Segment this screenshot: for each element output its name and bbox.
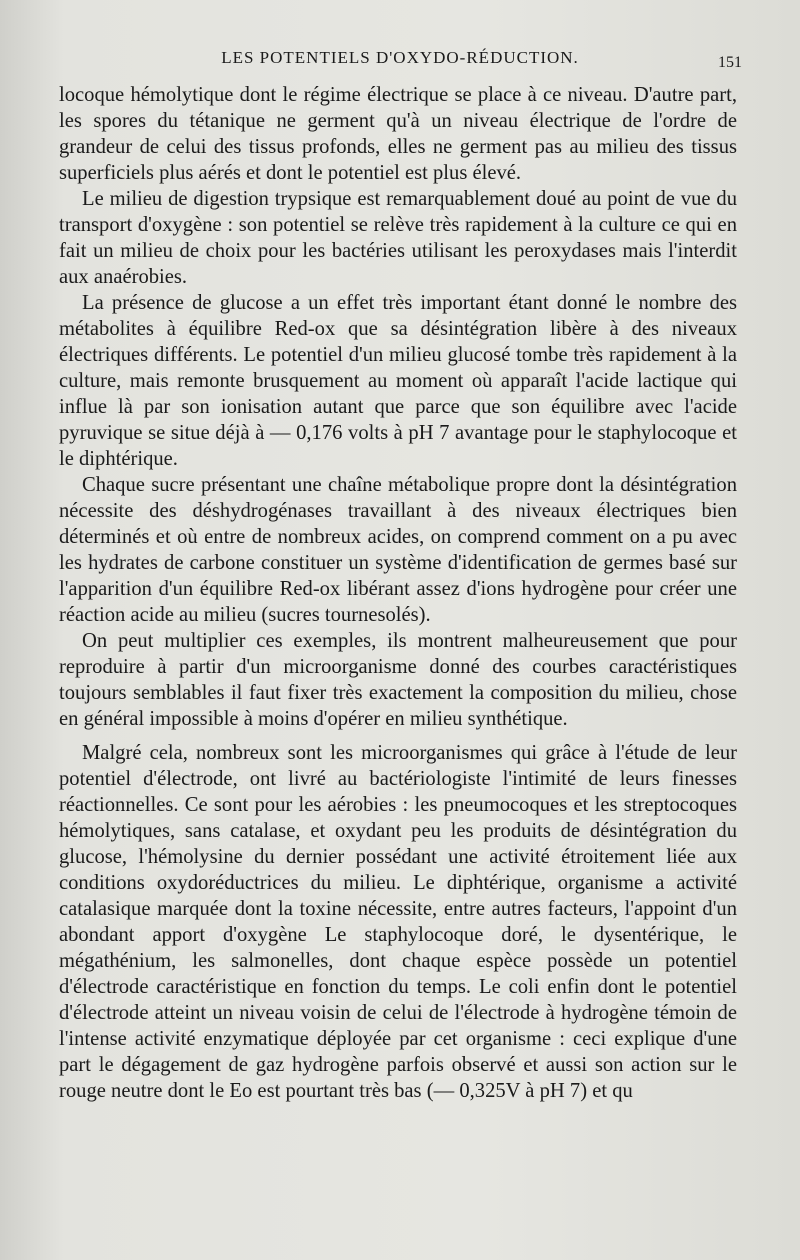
page-number: 151 (718, 54, 742, 71)
paragraph-glucose: La présence de glucose a un effet très important étant donné le nombre des métabolites à équilibre Red-ox que sa désintégration libère à des niveaux électriques différents. Le potentiel d'un milieu glucosé tombe très rapidement à la culture, mais remonte brusquement au moment où apparaît l'acide lactique qui influe là par son ionisation autant que parce que son équilibre avec l'acide pyruvique se situe déjà à — 0,176 volts à pH 7 avantage pour le staphylocoque et le diphtérique. (59, 292, 737, 470)
paragraph-continuation: locoque hémolytique dont le régime électrique se place à ce niveau. D'autre part, les spores du tétanique ne germent qu'à un niveau électrique de l'ordre de grandeur de celui des tissus profonds, elles ne germent pas au milieu des tissus superficiels plus aérés et dont le potentiel est plus élevé. (59, 84, 737, 184)
paragraph-trypsic-medium: Le milieu de digestion trypsique est remarquablement doué au point de vue du transport d'oxygène : son potentiel se relève très rapidement à la culture ce qui en fait un milieu de choix pour les bactéries utilisant les peroxydases mais l'interdit aux anaérobies. (59, 188, 737, 288)
paragraph-examples: On peut multiplier ces exemples, ils montrent malheureusement que pour reproduire à partir d'un microorganisme donné des courbes caractéristiques toujours semblables il faut fixer très exactement la composition du milieu, chose en général impossible à moins d'opérer en milieu synthétique. (59, 630, 737, 730)
running-title: LES POTENTIELS D'OXYDO-RÉDUCTION. (221, 48, 579, 67)
body-text (59, 82, 737, 1104)
paragraph-sugars: Chaque sucre présentant une chaîne métabolique propre dont la désintégration nécessite des déshydrogénases travaillant à des niveaux électriques bien déterminés et où entre de nombreux acides, on comprend comment on a pu avec les hydrates de carbone constituer un système d'identification de germes basé sur l'apparition d'un équilibre Red-ox libérant assez d'ions hydrogène pour créer une réaction acide au milieu (sucres tournesolés). (59, 474, 737, 626)
paragraph-microorganisms: Malgré cela, nombreux sont les microorganismes qui grâce à l'étude de leur potentiel d'électrode, ont livré au bactériologiste l'intimité de leurs finesses réactionnelles. Ce sont pour les aérobies : les pneumocoques et les streptocoques hémolytiques, sans catalase, et oxydant peu les produits de désintégration du glucose, l'hémolysine du dernier possédant une activité étroitement liée aux conditions oxydoréductrices du milieu. Le diphtérique, organisme a activité catalasique marquée dont la toxine nécessite, entre autres facteurs, l'appoint d'un abondant apport d'oxygène Le staphylocoque doré, le dysentérique, le mégathénium, les salmonelles, dont chaque espèce possède un potentiel d'électrode caractéristique en fonction du temps. Le coli enfin dont le potentiel d'électrode atteint un niveau voisin de celui de l'électrode à hydrogène témoin de l'intense activité enzymatique déployée par cet organisme : ceci explique d'une part le dégagement de gaz hydrogène parfois observé et aussi son action sur le rouge neutre dont le Eo est pourtant très bas (— 0,325V à pH 7) et qu (59, 742, 737, 1102)
running-head (60, 46, 740, 76)
